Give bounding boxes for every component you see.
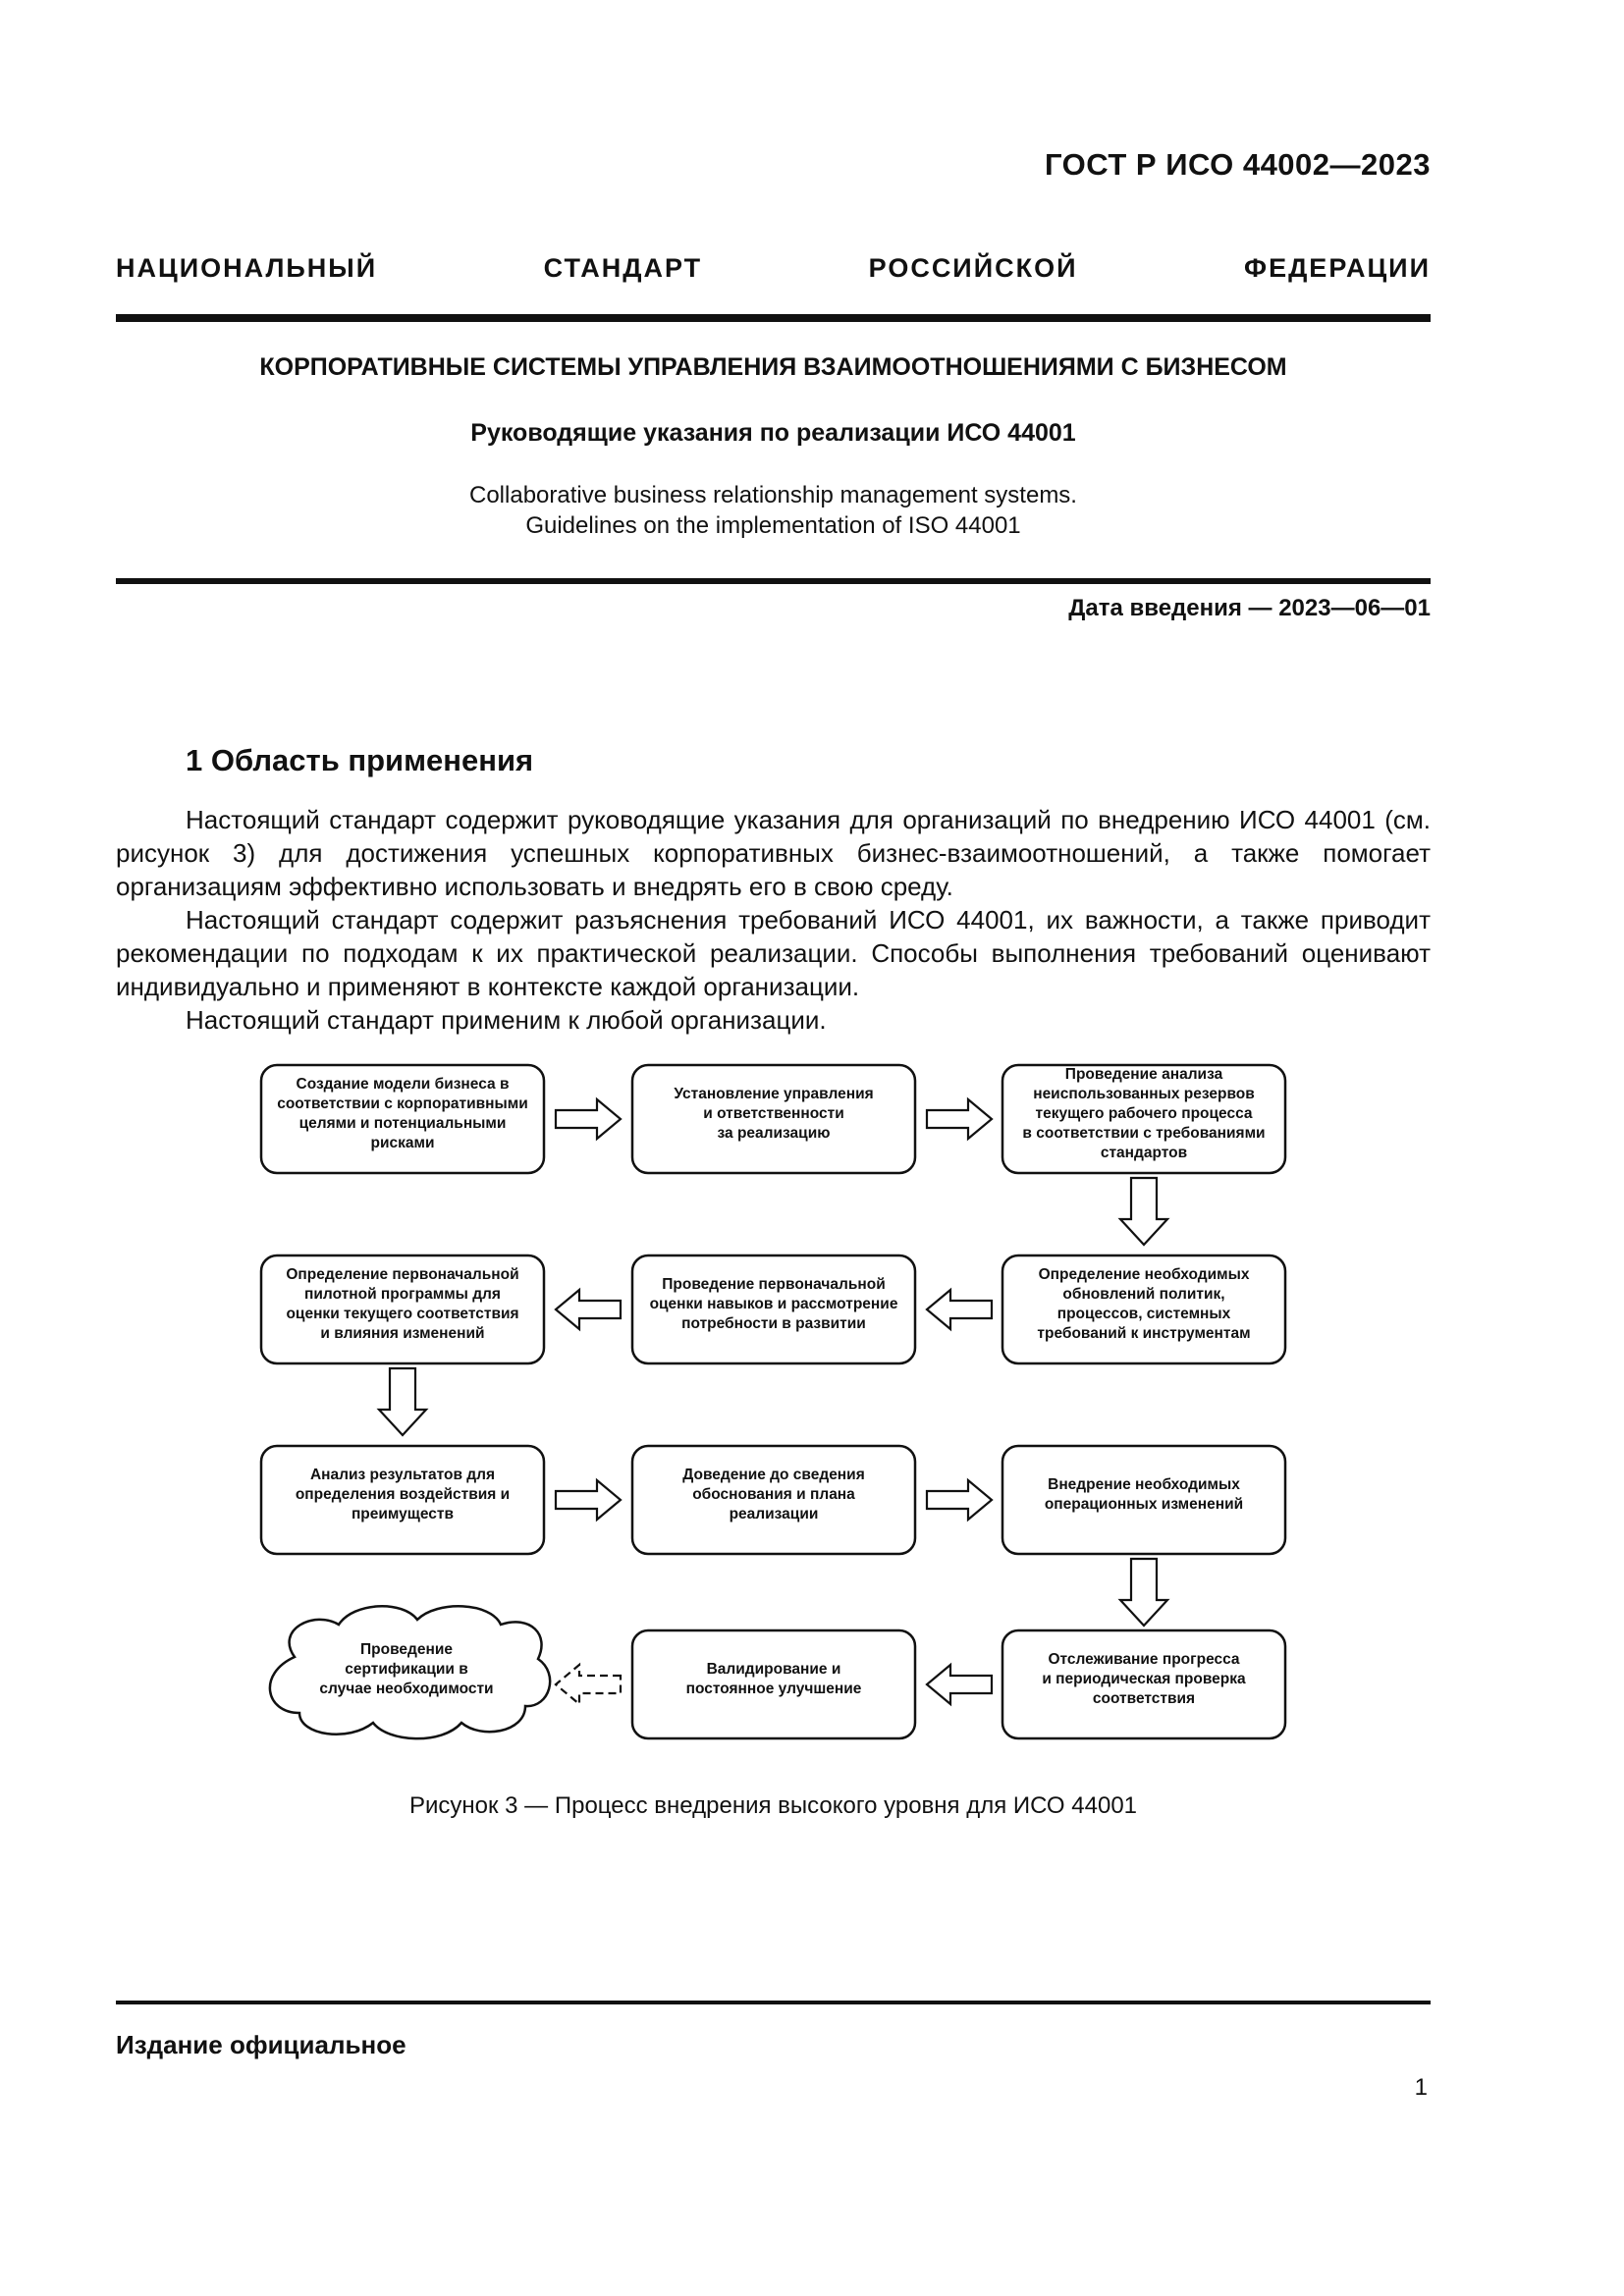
process-step-box — [261, 1255, 544, 1363]
flow-arrow-right — [927, 1480, 992, 1520]
flow-arrow-right — [556, 1480, 621, 1520]
process-step-box — [632, 1065, 915, 1173]
flow-arrow-left — [556, 1290, 621, 1329]
process-step-text: Определение необходимых обновлений политик, процессов, системных требований к инструментам — [1037, 1266, 1251, 1342]
paragraph: Настоящий стандарт содержит разъяснения требований ИСО 44001, их важности, а также приводит рекомендации по подходам к их практической реализации. Способы выполнения требований оценивают индивидуально и применяют в контексте каждой организации. — [116, 905, 1431, 1001]
section-heading: 1 Область применения — [186, 743, 534, 777]
page-number: 1 — [1414, 2074, 1428, 2101]
process-step-box — [632, 1630, 915, 1738]
process-step-text: Отслеживание прогресса и периодическая проверка соответствия — [1042, 1651, 1246, 1707]
english-title-line-2: Guidelines on the implementation of ISO 44001 — [525, 512, 1021, 539]
process-step-text: Доведение до сведения обоснования и плана реализации — [682, 1467, 865, 1522]
figure-caption: Рисунок 3 — Процесс внедрения высокого уровня для ИСО 44001 — [408, 1792, 1138, 1819]
process-step-text: Проведение анализа неиспользованных резервов текущего рабочего процесса в соответствии с требованиями стандартов — [1022, 1066, 1266, 1161]
process-step-box — [261, 1065, 544, 1173]
process-step-box — [1002, 1630, 1285, 1738]
flow-arrow-right — [556, 1099, 621, 1139]
flow-arrow-down — [379, 1368, 426, 1435]
process-step-box — [632, 1446, 915, 1554]
process-step-box — [1002, 1446, 1285, 1554]
paragraph: Настоящий стандарт применим к любой организации. — [186, 1005, 827, 1035]
certification-cloud-text: Проведение сертификации в случае необходимости — [319, 1641, 494, 1697]
english-title-line-1: Collaborative business relationship management systems. — [469, 482, 1077, 508]
flow-arrow-down — [1120, 1178, 1167, 1245]
process-step-text: Проведение первоначальной оценки навыков и рассмотрение потребности в развитии — [649, 1276, 898, 1332]
process-step-text: Определение первоначальной пилотной программы для оценки текущего соответствия и влияния изменений — [286, 1266, 519, 1342]
process-step-text: Внедрение необходимых операционных изменений — [1044, 1476, 1244, 1513]
flow-arrow-down — [1120, 1559, 1167, 1626]
process-step-box — [1002, 1255, 1285, 1363]
document-code: ГОСТ Р ИСО 44002—2023 — [1044, 147, 1431, 182]
document-title: КОРПОРАТИВНЫЕ СИСТЕМЫ УПРАВЛЕНИЯ ВЗАИМООТНОШЕНИЯМИ С БИЗНЕСОМ — [259, 353, 1287, 381]
document-subtitle: Руководящие указания по реализации ИСО 44001 — [470, 419, 1076, 447]
process-step-text: Анализ результатов для определения воздействия и преимуществ — [295, 1467, 511, 1522]
certification-cloud — [270, 1606, 550, 1738]
flow-arrow-right — [927, 1099, 992, 1139]
flow-arrow-left — [927, 1290, 992, 1329]
process-step-text: Установление управления и ответственности за реализацию — [674, 1086, 874, 1142]
process-step-box — [261, 1446, 544, 1554]
process-step-text: Валидирование и постоянное улучшение — [685, 1661, 862, 1697]
flow-arrow-left — [927, 1665, 992, 1704]
process-step-box — [1002, 1065, 1285, 1173]
process-step-box — [632, 1255, 915, 1363]
national-standard-banner: НАЦИОНАЛЬНЫЙ СТАНДАРТ РОССИЙСКОЙ ФЕДЕРАЦИИ — [116, 253, 1431, 283]
introduction-date: Дата введения — 2023—06—01 — [1068, 595, 1431, 621]
optional-flow-arrow-left — [556, 1665, 621, 1704]
footer-divider — [116, 2001, 1431, 2004]
paragraph: Настоящий стандарт содержит руководящие указания для организаций по внедрению ИСО 44001 (см. рисунок 3) для достижения успешных корпоративных бизнес-взаимоотношений, а также помогает организациям эффективно использовать и внедрять его в свою среду. — [116, 805, 1431, 901]
official-edition-label: Издание официальное — [116, 2030, 406, 2059]
process-step-text: Создание модели бизнеса в соответствии с корпоративными целями и потенциальными рисками — [277, 1076, 528, 1151]
